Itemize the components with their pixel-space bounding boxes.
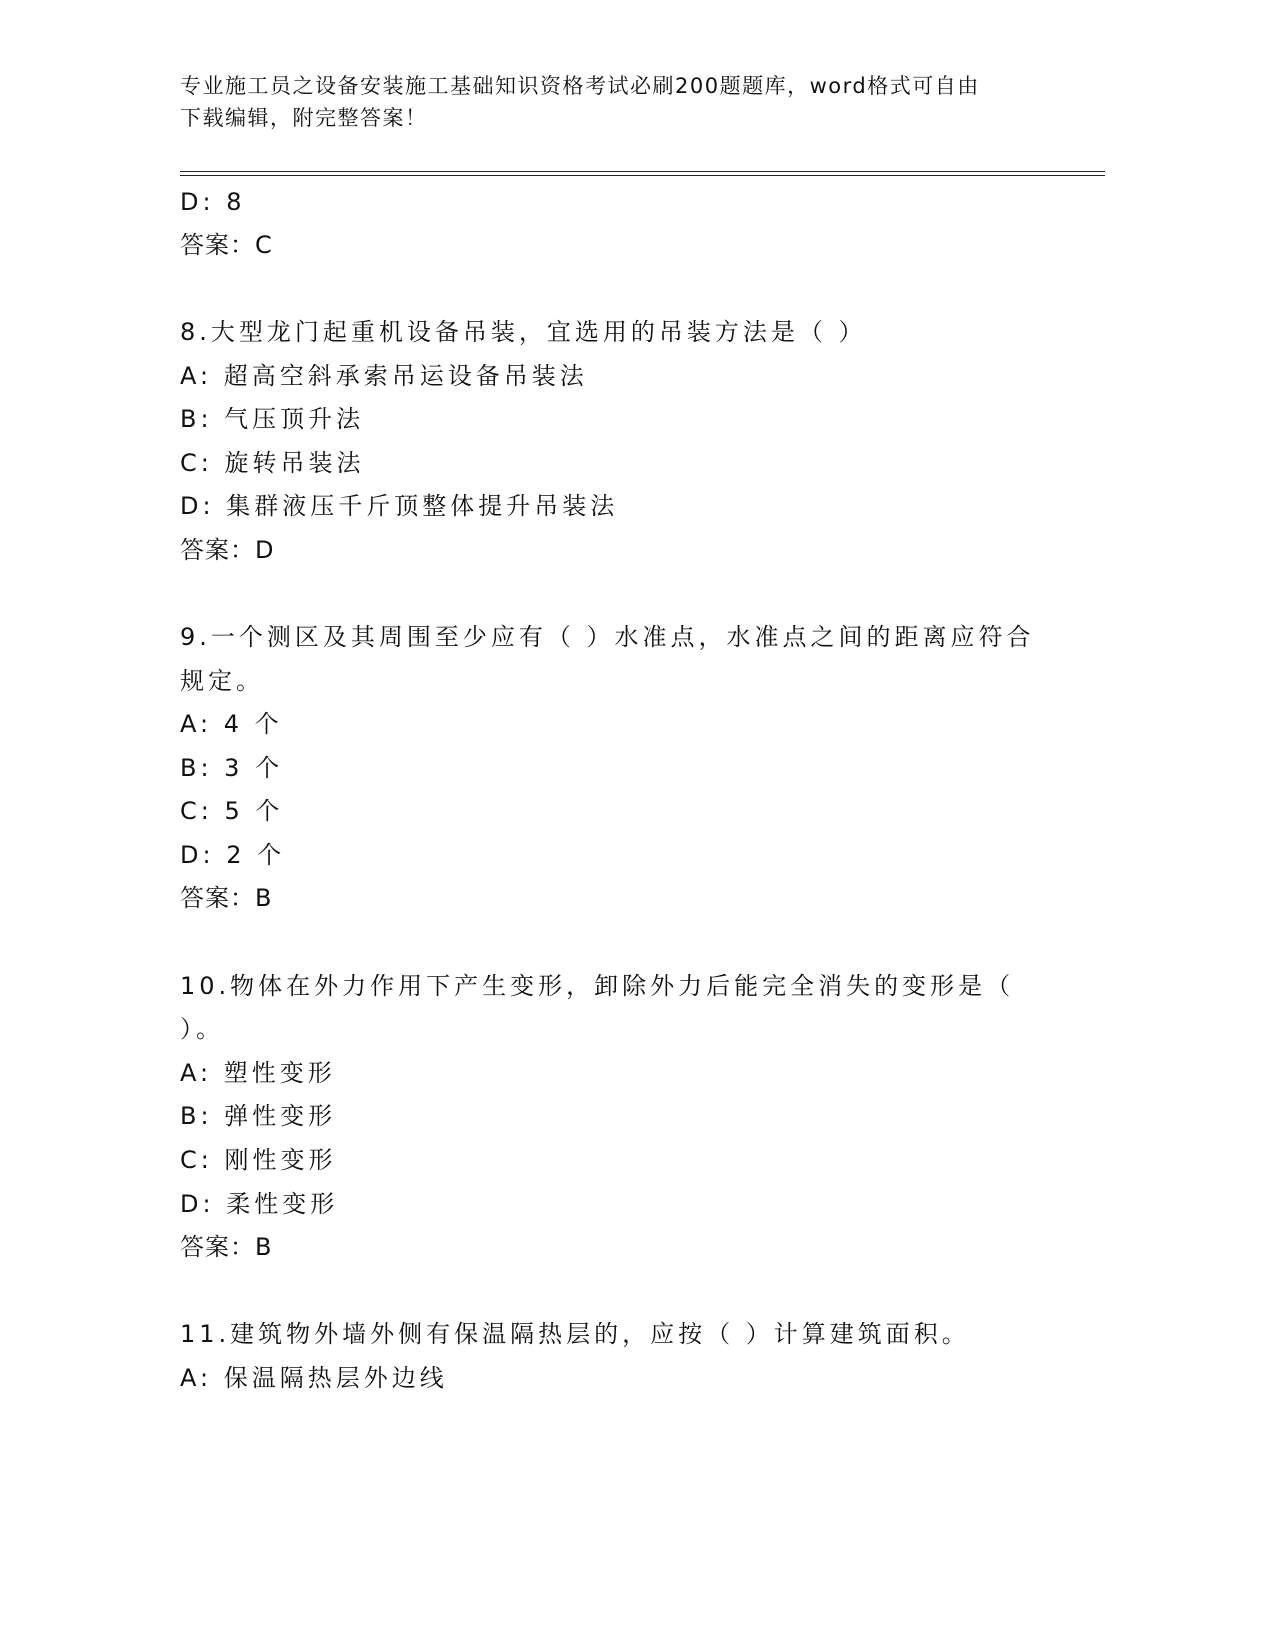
question-9-stem-line-2: 规定。 [180,667,264,695]
header-divider-bottom [180,175,1105,176]
question-8-option-a: A: 超高空斜承索吊运设备吊装法 [180,362,588,390]
question-11-stem: 11.建筑物外墙外侧有保温隔热层的，应按（ ）计算建筑面积。 [180,1320,970,1348]
answer-line: 答案：C [180,231,273,259]
question-8-answer: 答案：D [180,536,275,564]
question-10-option-b: B: 弹性变形 [180,1102,337,1130]
question-9-option-b: B: 3 个 [180,754,284,782]
question-10-option-d: D: 柔性变形 [180,1190,339,1218]
question-8-stem: 8.大型龙门起重机设备吊装，宜选用的吊装方法是（ ） [180,318,867,346]
question-9-option-c: C: 5 个 [180,797,284,825]
question-9-option-a: A: 4 个 [180,710,283,738]
header-line-1: 专业施工员之设备安装施工基础知识资格考试必刷200题题库，word格式可自由 [180,74,980,98]
question-9-stem-line-1: 9.一个测区及其周围至少应有（ ）水准点，水准点之间的距离应符合 [180,623,1035,651]
question-10-stem-line-2: ）。 [180,1015,224,1043]
question-8-option-d: D: 集群液压千斤顶整体提升吊装法 [180,492,619,520]
question-10-option-c: C: 刚性变形 [180,1146,337,1174]
question-10-answer: 答案：B [180,1233,273,1261]
option-d: D: 8 [180,188,246,216]
question-10-stem-line-1: 10.物体在外力作用下产生变形，卸除外力后能完全消失的变形是（ [180,972,1015,1000]
question-11-option-a: A: 保温隔热层外边线 [180,1364,448,1392]
question-10-option-a: A: 塑性变形 [180,1059,336,1087]
question-8-option-b: B: 气压顶升法 [180,405,365,433]
document-header [180,70,1040,134]
header-divider-top [180,171,1105,172]
question-9-option-d: D: 2 个 [180,841,286,869]
question-9-answer: 答案：B [180,884,273,912]
question-8-option-c: C: 旋转吊装法 [180,449,365,477]
header-line-2: 下载编辑，附完整答案！ [180,106,428,130]
